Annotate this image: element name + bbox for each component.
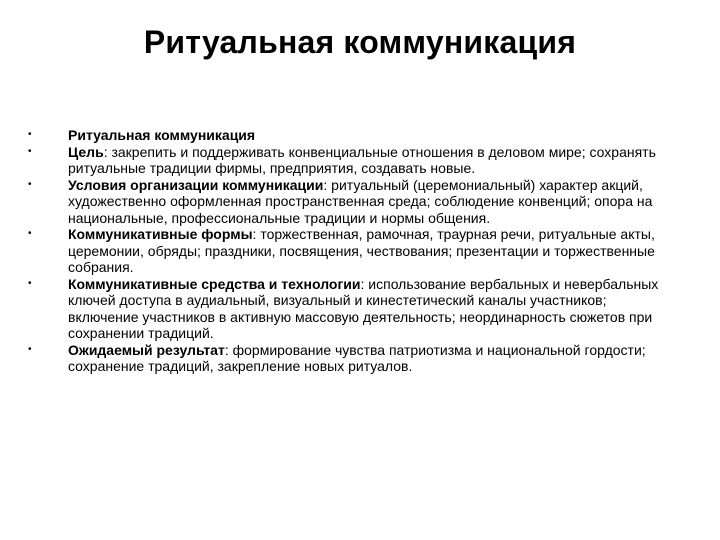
bullet-marker: • [28, 145, 32, 157]
bullet-text: : закрепить и поддерживать конвенциальные отношения в деловом мире; сохранять ритуальные традиции фирмы, предприятия, создавать новые. [68, 143, 656, 176]
bullet-text: : ритуальный (церемониальный) характер акций, художественно оформленная пространственная среда; соблюдение конвенций; опора на национальные, профессиональные традиции и нормы общения. [68, 176, 653, 226]
bullet-item-goal [0, 144, 720, 177]
bullet-marker: • [28, 277, 32, 289]
bullet-item-means [0, 276, 720, 342]
bullet-term: Ожидаемый результат [68, 341, 225, 358]
bullet-term: Коммуникативные формы [68, 226, 253, 242]
bullet-marker: • [28, 178, 32, 190]
slide-title: Ритуальная коммуникация [143, 24, 577, 60]
bullet-term: Цель [68, 143, 104, 160]
bullet-text: : использование вербальных и невербальных ключей доступа в аудиальный, визуальный и кинестетический каналы участников; включение участников в активную массовую деятельность; неординарность сюжетов при сохранении традиций. [68, 275, 659, 341]
bullet-text: : торжественная, рамочная, траурная речи, ритуальные акты, церемонии, обряды; праздники, посвящения, чествования; презентации и торжественные собрания. [68, 226, 655, 275]
bullet-marker: • [28, 129, 32, 140]
bullet-marker: • [28, 228, 32, 239]
bullet-marker: • [28, 343, 32, 355]
bullet-item-forms [0, 226, 720, 276]
bullet-item-result [0, 342, 720, 375]
bullet-text: : формирование чувства патриотизма и национальной гордости; сохранение традиций, закрепление новых ритуалов. [68, 341, 646, 374]
bullet-item-title [0, 127, 720, 144]
bullet-term: Ритуальная коммуникация [68, 127, 256, 143]
bullet-item-conditions [0, 177, 720, 227]
bullet-term: Условия организации коммуникации [68, 176, 324, 193]
bullet-list [0, 127, 720, 375]
bullet-term: Коммуникативные средства и технологии [68, 275, 361, 292]
